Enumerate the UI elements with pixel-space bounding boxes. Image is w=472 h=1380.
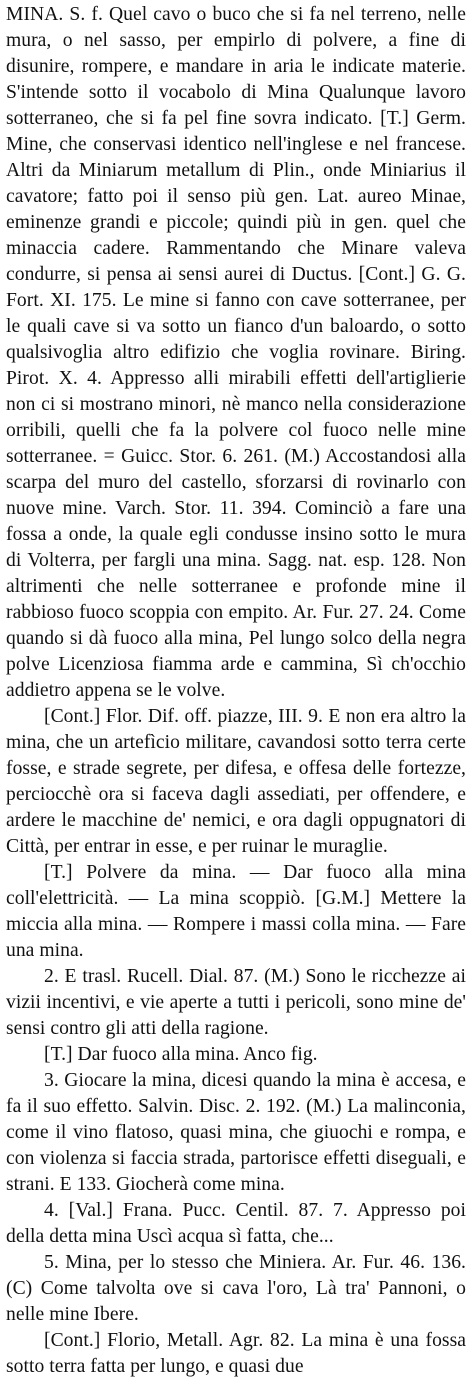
entry-usage-paragraph: [T.] Polvere da mina. — Dar fuoco alla mina coll'elettricità. — La mina scoppiò. [G.M.] Mettere la miccia alla mina. — Rompere i massi colla mina. — Fare una mina. (6, 862, 466, 961)
dictionary-page (6, 2, 466, 1380)
entry-citation-paragraph: [Cont.] Flor. Dif. off. piazze, III. 9. E non era altro la mina, che un artefìcio militare, cavandosi sotto terra certe fosse, e strade segrete, per difesa, e offesa delle fortezze, perciocchè ora si faceva dagli assediati, per offendere, e ardere le macchine de' nemici, e ora dagli oppugnatori di Città, per entrar in esse, e per ruinar le muraglie. (6, 706, 466, 857)
sense-5-citation-paragraph: [Cont.] Florio, Metall. Agr. 82. La mina è una fossa sotto terra fatta per lungo, e quasi due (6, 1330, 466, 1377)
entry-definition-paragraph: MINA. S. f. Quel cavo o buco che si fa nel terreno, nelle mura, o nel sasso, per empirlo di polvere, a fine di disunire, rompere, e mandare in aria le indicate materie. S'intende sotto il vocabolo di Mina Qualunque lavoro sotterraneo, che si fa pel fine sovra indicato. [T.] Germ. Mine, che conservasi identico nell'inglese e nel francese. Altri da Miniarum metallum di Plin., onde Miniarius il cavatore; fatto poi il senso più gen. Lat. aureo Minae, eminenze grandi e piccole; quindi più in gen. quel che minaccia cadere. Rammentando che Minare valeva condurre, si pensa ai sensi aurei di Ductus. [Cont.] G. G. Fort. XI. 175. Le mine si fanno con cave sotterranee, per le quali cave si va sotto un fianco d'un baloardo, o sotto qualsivoglia altro edifizio che voglia rovinare. Biring. Pirot. X. 4. Appresso alli mirabili effetti dell'artiglierie non ci si mostrano minori, nè manco nella considerazione orribili, quelli che fa la polvere col fuoco nelle mine sotterranee. = Guicc. Stor. 6. 261. (M.) Accostandosi alla scarpa del muro del castello, sforzarsi di rovinarlo con nuove mine. Varch. Stor. 11. 394. Cominciò a fare una fossa a onde, la quale egli condusse insino sotto le mura di Volterra, per fargli una mina. Sagg. nat. esp. 128. Non altrimenti che nelle sotterranee e profonde mine il rabbioso fuoco scoppia con empito. Ar. Fur. 27. 24. Come quando si dà fuoco alla mina, Pel lungo solco della negra polve Licenziosa fiamma arde e cammina, Sì ch'occhio addietro appena se le volve. (6, 4, 466, 701)
sense-2-paragraph: 2. E trasl. Rucell. Dial. 87. (M.) Sono le ricchezze ai vizii incentivi, e vie aperte a tutti i pericoli, sono mine de' sensi contro gli atti della ragione. (6, 966, 466, 1039)
sense-5-paragraph: 5. Mina, per lo stesso che Miniera. Ar. Fur. 46. 136. (C) Come talvolta ove si cava l'oro, Là tra' Pannoni, o nelle mine Ibere. (6, 1252, 466, 1325)
sense-2-usage-paragraph: [T.] Dar fuoco alla mina. Anco fig. (44, 1044, 318, 1065)
sense-4-paragraph: 4. [Val.] Frana. Pucc. Centil. 87. 7. Appresso poi della detta mina Uscì acqua sì fatta, che... (6, 1200, 466, 1247)
sense-3-paragraph: 3. Giocare la mina, dicesi quando la mina è accesa, e fa il suo effetto. Salvin. Disc. 2. 192. (M.) La malinconia, come il vino flatoso, quasi mina, che giuochi e rompa, e con violenza si faccia strada, partorisce effetti diseguali, e strani. E 133. Giocherà come mina. (6, 1070, 466, 1195)
